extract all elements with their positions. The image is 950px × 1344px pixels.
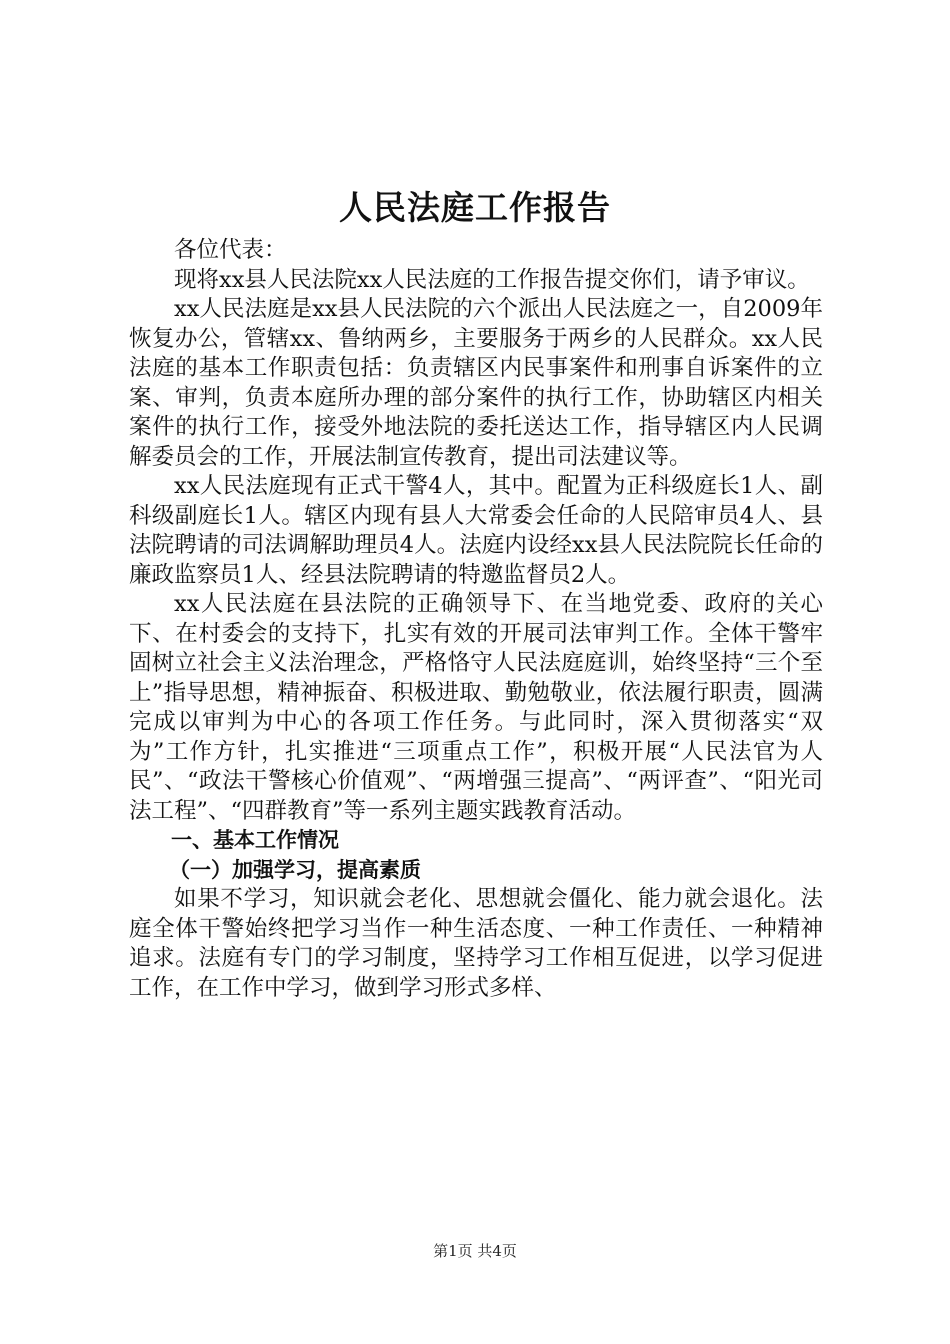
body-paragraph: xx人民法庭是xx县人民法院的六个派出人民法庭之一，自2009年恢复办公，管辖xx、鲁纳两乡，主要服务于两乡的人民群众。xx人民法庭的基本工作职责包括：负责辖区内民事案件和刑事自诉案件的立案、审判，负责本庭所办理的部分案件的执行工作，协助辖区内相关案件的执行工作，接受外地法院的委托送达工作，指导辖区内人民调解委员会的工作，开展法制宣传教育，提出司法建议等。 [129,296,823,470]
body-paragraph: xx人民法庭现有正式干警4人，其中。配置为正科级庭长1人、副科级副庭长1人。辖区内现有县人大常委会任命的人民陪审员4人、县法院聘请的司法调解助理员4人。法庭内设经xx县人民法院院长任命的廉政监察员1人、经县法院聘请的特邀监督员2人。 [129,473,823,588]
document-title: 人民法庭工作报告 [339,188,611,227]
body-paragraph: 如果不学习，知识就会老化、思想就会僵化、能力就会退化。法庭全体干警始终把学习当作一种生活态度、一种工作责任、一种精神追求。法庭有专门的学习制度，坚持学习工作相互促进，以学习促进工作，在工作中学习，做到学习形式多样、 [129,886,823,1001]
page-footer: 第1页 共4页 [433,1242,517,1260]
subsection-heading: （一）加强学习，提高素质 [169,857,421,882]
document-body [129,236,823,1003]
body-paragraph: xx人民法庭在县法院的正确领导下、在当地党委、政府的关心下、在村委会的支持下，扎实有效的开展司法审判工作。全体干警牢固树立社会主义法治理念，严格恪守人民法庭庭训，始终坚持“三个至上”指导思想，精神振奋、积极进取、勤勉敬业，依法履行职责，圆满完成以审判为中心的各项工作任务。与此同时，深入贯彻落实“双为”工作方针，扎实推进“三项重点工作”，积极开展“人民法官为人民”、“政法干警核心价值观”、“两增强三提高”、“两评查”、“阳光司法工程”、“四群教育”等一系列主题实践教育活动。 [129,591,823,824]
section-heading: 一、基本工作情况 [171,828,339,852]
salutation: 各位代表： [174,237,287,263]
body-paragraph: 现将xx县人民法院xx人民法庭的工作报告提交你们，请予审议。 [174,266,810,293]
